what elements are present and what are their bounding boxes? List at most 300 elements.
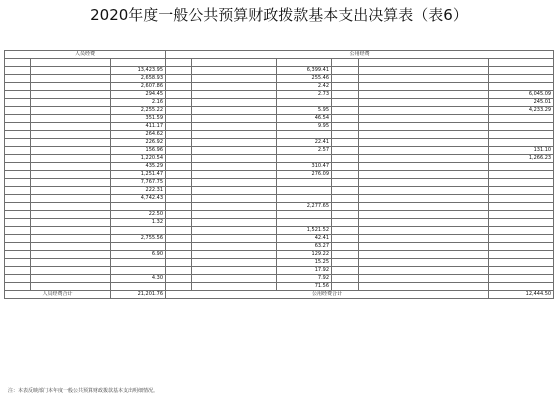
cell-name [359,131,489,139]
cell-amount: 71.56 [277,283,332,291]
personnel-total-value: 21,201.76 [111,291,166,299]
cell-code [332,227,359,235]
cell-code [166,147,192,155]
totals-row [5,291,554,299]
cell-name [359,203,489,211]
cell-name [31,211,111,219]
cell-amount [111,203,166,211]
cell-code [166,155,192,163]
cell-code [166,267,192,275]
header-amount [277,59,332,67]
cell-name [359,163,489,171]
cell-code [166,179,192,187]
table-row [5,283,554,291]
cell-name [192,115,277,123]
cell-amount: 9.95 [277,123,332,131]
cell-name [31,163,111,171]
cell-amount: 2,658.93 [111,75,166,83]
cell-name [192,179,277,187]
cell-amount: 245.01 [489,99,554,107]
cell-code [332,75,359,83]
cell-code [5,283,31,291]
cell-code [5,187,31,195]
table-row [5,267,554,275]
header-name [31,59,111,67]
cell-name [359,211,489,219]
cell-name [31,243,111,251]
header-code [166,59,192,67]
cell-amount: 411.17 [111,123,166,131]
cell-code [5,195,31,203]
cell-name [359,99,489,107]
cell-name [192,139,277,147]
cell-amount [489,139,554,147]
cell-amount: 2,607.86 [111,83,166,91]
cell-amount: 129.22 [277,251,332,259]
cell-code [5,219,31,227]
cell-name [31,203,111,211]
cell-name [192,107,277,115]
table-row [5,251,554,259]
cell-amount [489,243,554,251]
cell-code [5,267,31,275]
table-row [5,275,554,283]
cell-amount: 435.29 [111,163,166,171]
cell-amount: 351.59 [111,115,166,123]
cell-amount [489,115,554,123]
cell-code [332,139,359,147]
cell-code [166,243,192,251]
table-row [5,99,554,107]
cell-code [332,107,359,115]
cell-code [332,99,359,107]
cell-name [359,179,489,187]
cell-code [166,91,192,99]
cell-amount: 226.92 [111,139,166,147]
cell-name [31,99,111,107]
cell-name [31,283,111,291]
cell-amount [277,179,332,187]
cell-name [192,267,277,275]
cell-code [332,243,359,251]
cell-amount: 22.41 [277,139,332,147]
cell-amount: 2.42 [277,83,332,91]
header-code [5,59,31,67]
cell-amount [489,283,554,291]
cell-name [31,75,111,83]
cell-amount [489,267,554,275]
cell-amount: 2,277.65 [277,203,332,211]
cell-amount: 7.92 [277,275,332,283]
cell-name [31,179,111,187]
cell-code [5,131,31,139]
cell-name [31,267,111,275]
cell-code [166,187,192,195]
cell-amount: 7,767.75 [111,179,166,187]
cell-name [192,227,277,235]
cell-amount: 1,266.23 [489,155,554,163]
cell-amount: 4.30 [111,275,166,283]
cell-code [166,123,192,131]
cell-code [332,283,359,291]
cell-code [166,83,192,91]
cell-code [5,91,31,99]
cell-name [192,171,277,179]
cell-name [31,235,111,243]
personnel-total-label: 人员经费合计 [5,291,111,299]
cell-name [192,83,277,91]
cell-name [31,131,111,139]
section-header-row [5,51,554,59]
cell-name [192,99,277,107]
cell-name [359,251,489,259]
cell-code [5,243,31,251]
public-total-value: 12,444.50 [489,291,554,299]
cell-name [31,147,111,155]
cell-code [5,75,31,83]
cell-amount: 310.47 [277,163,332,171]
cell-name [31,219,111,227]
cell-amount [489,131,554,139]
table-row [5,203,554,211]
cell-code [166,139,192,147]
cell-amount [489,211,554,219]
cell-amount [489,219,554,227]
header-amount [111,59,166,67]
cell-amount [489,179,554,187]
table-row [5,139,554,147]
cell-name [192,123,277,131]
cell-code [332,195,359,203]
cell-amount [111,243,166,251]
column-header-row [5,59,554,67]
cell-name [31,251,111,259]
cell-code [332,131,359,139]
cell-amount: 4,742.43 [111,195,166,203]
table-row [5,91,554,99]
cell-name [192,283,277,291]
cell-code [166,251,192,259]
cell-code [5,99,31,107]
cell-code [332,235,359,243]
cell-amount [489,203,554,211]
cell-code [5,67,31,75]
cell-name [31,227,111,235]
cell-code [166,107,192,115]
cell-code [5,203,31,211]
cell-amount: 294.45 [111,91,166,99]
cell-code [332,91,359,99]
cell-name [192,131,277,139]
cell-name [31,171,111,179]
table-row [5,155,554,163]
cell-name [31,123,111,131]
cell-name [192,91,277,99]
header-name [192,59,277,67]
header-code [332,59,359,67]
cell-code [332,67,359,75]
cell-name [31,195,111,203]
cell-code [166,99,192,107]
cell-amount [489,123,554,131]
cell-name [359,243,489,251]
cell-code [166,203,192,211]
cell-amount: 6,045.09 [489,91,554,99]
cell-code [166,275,192,283]
cell-amount [489,259,554,267]
cell-amount: 2,755.56 [111,235,166,243]
page-title: 2020年度一般公共预算财政拨款基本支出决算表（表6） [90,6,468,24]
cell-name [192,147,277,155]
cell-code [5,83,31,91]
cell-amount: 1,251.47 [111,171,166,179]
cell-amount: 4,233.29 [489,107,554,115]
cell-code [166,171,192,179]
cell-name [192,275,277,283]
cell-amount: 1.32 [111,219,166,227]
cell-name [359,115,489,123]
cell-amount: 46.54 [277,115,332,123]
table-row [5,259,554,267]
cell-amount: 255.46 [277,75,332,83]
header-amount [489,59,554,67]
cell-amount: 131.10 [489,147,554,155]
cell-code [332,203,359,211]
cell-code [5,251,31,259]
table-row [5,243,554,251]
cell-name [359,259,489,267]
cell-code [332,187,359,195]
table-row [5,219,554,227]
cell-name [192,155,277,163]
cell-amount [489,83,554,91]
cell-code [166,235,192,243]
cell-name [192,219,277,227]
cell-amount [111,259,166,267]
cell-code [166,211,192,219]
cell-amount [489,187,554,195]
cell-name [192,75,277,83]
cell-amount [277,187,332,195]
cell-name [31,107,111,115]
cell-amount: 156.96 [111,147,166,155]
cell-amount [277,195,332,203]
table-row [5,163,554,171]
cell-name [359,267,489,275]
personnel-section-header: 人员经费 [5,51,166,59]
cell-amount: 5.95 [277,107,332,115]
cell-amount: 222.31 [111,187,166,195]
table-row [5,211,554,219]
cell-amount: 1,521.52 [277,227,332,235]
cell-code [166,219,192,227]
cell-code [332,179,359,187]
cell-amount [489,227,554,235]
cell-amount: 13,423.95 [111,67,166,75]
cell-amount [489,75,554,83]
footnote: 注：本表反映部门本年度一般公共预算财政拨款基本支出明细情况。 [8,388,159,394]
cell-code [166,131,192,139]
cell-code [332,219,359,227]
cell-name [359,67,489,75]
header-name [359,59,489,67]
cell-code [166,67,192,75]
cell-code [5,259,31,267]
table-row [5,195,554,203]
cell-code [332,211,359,219]
cell-name [192,243,277,251]
cell-code [332,275,359,283]
cell-code [332,147,359,155]
cell-code [5,211,31,219]
table-row [5,227,554,235]
table-row [5,75,554,83]
table-row [5,147,554,155]
cell-code [332,83,359,91]
table-row [5,171,554,179]
cell-name [31,259,111,267]
table-row [5,131,554,139]
cell-name [192,203,277,211]
cell-name [359,235,489,243]
cell-amount [111,283,166,291]
cell-name [359,123,489,131]
cell-code [332,251,359,259]
cell-name [359,283,489,291]
cell-code [5,139,31,147]
table-row [5,187,554,195]
cell-amount: 63.27 [277,243,332,251]
public-total-label: 公用经费合计 [166,291,489,299]
cell-name [31,115,111,123]
cell-amount: 1,220.54 [111,155,166,163]
cell-amount: 2.57 [277,147,332,155]
cell-code [5,171,31,179]
cell-code [5,115,31,123]
cell-code [5,275,31,283]
cell-name [359,83,489,91]
cell-amount [277,219,332,227]
cell-code [5,163,31,171]
cell-name [359,139,489,147]
table-row [5,83,554,91]
cell-name [359,171,489,179]
cell-name [192,67,277,75]
cell-name [359,195,489,203]
cell-name [31,155,111,163]
cell-code [332,155,359,163]
cell-amount: 2,255.22 [111,107,166,115]
cell-code [5,155,31,163]
cell-name [31,275,111,283]
cell-code [166,283,192,291]
cell-name [359,147,489,155]
table-row [5,115,554,123]
cell-amount: 22.50 [111,211,166,219]
table-row [5,179,554,187]
cell-amount: 276.09 [277,171,332,179]
cell-code [332,267,359,275]
cell-amount: 2.16 [111,99,166,107]
public-section-header: 公用经费 [166,51,554,59]
table-row [5,107,554,115]
cell-name [31,83,111,91]
cell-name [359,275,489,283]
cell-name [359,75,489,83]
cell-amount [489,251,554,259]
cell-name [192,195,277,203]
cell-amount: 42.41 [277,235,332,243]
cell-name [359,91,489,99]
cell-name [192,251,277,259]
cell-name [359,227,489,235]
cell-name [192,259,277,267]
cell-code [332,115,359,123]
cell-code [166,227,192,235]
cell-amount [489,195,554,203]
cell-amount [489,171,554,179]
table-row [5,123,554,131]
cell-code [166,163,192,171]
cell-code [5,227,31,235]
cell-name [359,155,489,163]
cell-name [192,211,277,219]
cell-code [5,179,31,187]
cell-code [166,195,192,203]
cell-code [166,115,192,123]
cell-code [332,171,359,179]
cell-code [332,123,359,131]
cell-amount: 2.73 [277,91,332,99]
cell-name [192,163,277,171]
cell-name [192,187,277,195]
cell-amount [277,99,332,107]
cell-code [5,235,31,243]
table-row [5,235,554,243]
cell-amount [489,235,554,243]
cell-amount: 15.25 [277,259,332,267]
expenditure-table [4,50,554,299]
cell-amount [489,67,554,75]
cell-name [31,187,111,195]
cell-amount: 17.92 [277,267,332,275]
cell-amount [489,275,554,283]
cell-amount: 6,399.41 [277,67,332,75]
cell-code [5,123,31,131]
cell-code [332,163,359,171]
cell-code [5,107,31,115]
table-row [5,67,554,75]
cell-code [166,259,192,267]
cell-amount [111,227,166,235]
cell-name [359,219,489,227]
cell-amount [489,163,554,171]
cell-amount [111,267,166,275]
cell-amount [277,131,332,139]
cell-code [5,147,31,155]
cell-name [31,67,111,75]
cell-name [359,107,489,115]
cell-amount [277,211,332,219]
cell-amount: 264.62 [111,131,166,139]
cell-amount [277,155,332,163]
cell-name [192,235,277,243]
cell-code [166,75,192,83]
cell-name [31,139,111,147]
cell-amount: 6.90 [111,251,166,259]
cell-name [359,187,489,195]
cell-code [332,259,359,267]
